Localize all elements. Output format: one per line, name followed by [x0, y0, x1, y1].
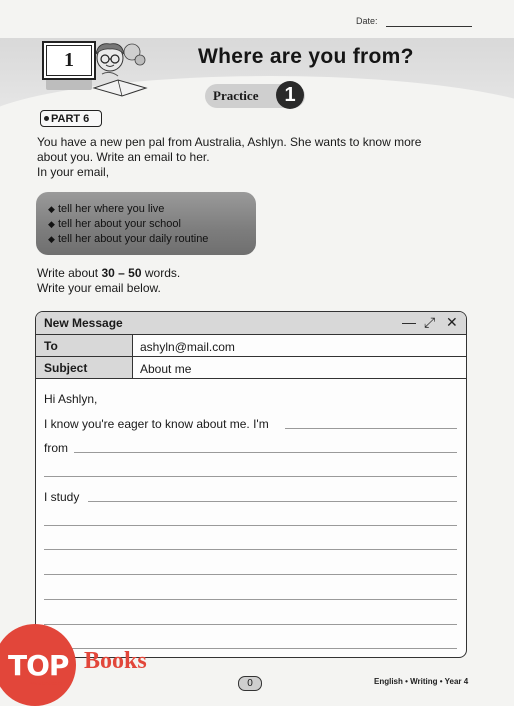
unit-number: 1 — [42, 41, 96, 80]
part-tag — [40, 110, 102, 127]
logo-books-text: Books — [84, 648, 147, 674]
writing-line[interactable] — [44, 525, 457, 526]
diamond-bullet-icon: ◆ — [48, 204, 55, 214]
email-line-3: I study — [44, 490, 80, 504]
diamond-bullet-icon: ◆ — [48, 219, 55, 229]
reading-child-illustration — [88, 40, 154, 100]
email-greeting: Hi Ashlyn, — [44, 392, 98, 406]
write-below-instruction: Write your email below. — [37, 281, 161, 295]
word-count-instruction: Write about 30 – 50 words. — [37, 266, 181, 280]
tip-item: ◆ tell her about your school — [48, 218, 181, 230]
writing-line[interactable] — [74, 452, 457, 453]
tip-item: ◆ tell her about your daily routine — [48, 233, 209, 245]
email-window-title: New Message — [44, 316, 123, 330]
to-field[interactable]: ashyln@mail.com — [140, 340, 235, 354]
minimize-icon[interactable]: — — [402, 314, 416, 330]
writing-line[interactable] — [44, 624, 457, 625]
to-label: To — [44, 339, 58, 353]
practice-label: Practice — [213, 88, 259, 103]
date-line — [386, 26, 472, 27]
date-label: Date: — [356, 16, 378, 26]
writing-line[interactable] — [44, 574, 457, 575]
instruction-line-1: You have a new pen pal from Australia, Ashlyn. She wants to know more — [37, 135, 422, 149]
diamond-bullet-icon: ◆ — [48, 234, 55, 244]
series-label: English • Writing • Year 4 — [374, 677, 469, 686]
instruction-line-2: about you. Write an email to her. — [37, 150, 210, 164]
practice-number: 1 — [276, 81, 304, 109]
page-number: 0 — [238, 676, 262, 691]
subject-row — [36, 357, 466, 379]
writing-line[interactable] — [285, 428, 457, 429]
part-bullet-icon — [44, 116, 49, 121]
writing-line[interactable] — [44, 476, 457, 477]
to-row — [36, 335, 466, 357]
writing-line[interactable] — [88, 501, 457, 502]
subject-field[interactable]: About me — [140, 362, 192, 376]
subject-label: Subject — [44, 361, 88, 375]
part-label: PART 6 — [51, 113, 90, 125]
writing-line[interactable] — [44, 549, 457, 550]
close-icon[interactable]: ✕ — [446, 314, 458, 330]
page-title: Where are you from? — [198, 45, 414, 68]
tip-item: ◆ tell her where you live — [48, 203, 165, 215]
logo-small-text: www.topbooks — [30, 681, 63, 687]
writing-line[interactable] — [44, 599, 457, 600]
email-line-2: from — [44, 441, 68, 455]
instruction-line-3: In your email, — [37, 165, 110, 179]
logo-top-text: TOP — [8, 649, 69, 682]
email-line-1: I know you're eager to know about me. I'm — [44, 417, 269, 431]
expand-icon[interactable]: ⤢ — [424, 314, 436, 330]
